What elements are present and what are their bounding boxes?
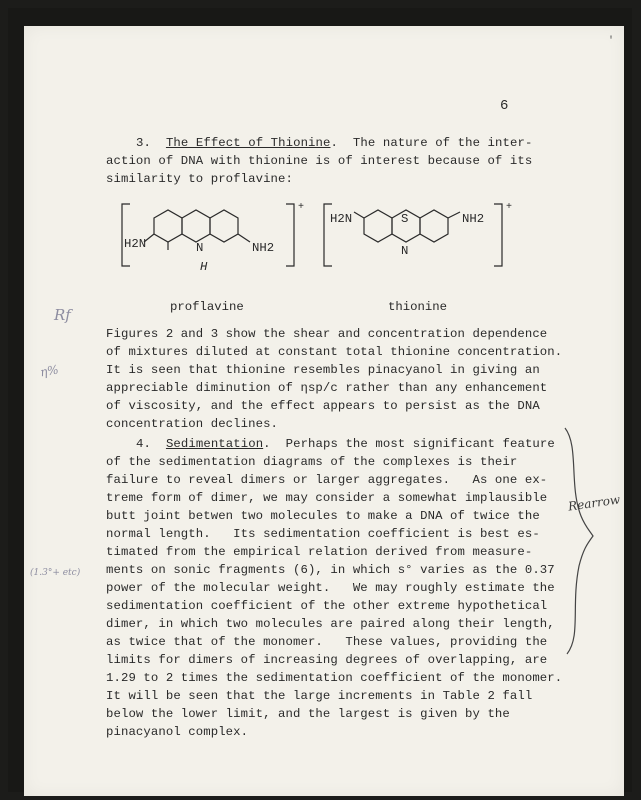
section4-first-line: [136, 436, 555, 454]
right-margin-note: Rearrow: [567, 492, 621, 514]
document-page: [24, 26, 624, 796]
thionine-caption: thionine: [388, 300, 448, 314]
figures-line: appreciable diminution of ηsp/c rather than any enhancement: [106, 381, 548, 395]
section4-line: ments on sonic fragments (6), in which s° varies as the 0.37: [106, 563, 555, 577]
section3-line: similarity to proflavine:: [106, 172, 293, 186]
figures-line: of mixtures diluted at constant total thionine concentration.: [106, 345, 563, 359]
thionine-left-label: H2N: [330, 212, 353, 226]
section3-first-line-rest: . The nature of the inter-: [330, 136, 533, 150]
section4-line: timated from the empirical relation derived from measure-: [106, 545, 533, 559]
section3-line: action of DNA with thionine is of interest because of its: [106, 154, 533, 168]
section4-line: as twice that of the monomer. These values, providing the: [106, 635, 548, 649]
section4-line: pinacyanol complex.: [106, 725, 249, 739]
section4-line: limits for dimers of increasing degrees of overlapping, are: [106, 653, 548, 667]
left-margin-note-2: η%: [38, 362, 60, 380]
proflavine-caption: proflavine: [170, 300, 244, 314]
figures-line: of viscosity, and the effect appears to persist as the DNA: [106, 399, 540, 413]
left-margin-note-1: Rf: [54, 306, 71, 324]
thionine-s: S: [401, 212, 409, 226]
proflavine-n: N: [196, 241, 204, 255]
section4-line: dimer, in which two molecules are paired along their length,: [106, 617, 555, 631]
proflavine-right-label: NH2: [252, 241, 275, 255]
section4-heading: Sedimentation: [165, 437, 264, 451]
section4-line: power of the molecular weight. We may roughly estimate the: [106, 581, 555, 595]
section3-number: 3.: [136, 136, 151, 150]
section4-line: of the sedimentation diagrams of the complexes is their: [106, 455, 518, 469]
page-number: 6: [500, 98, 509, 114]
section4-line: 1.29 to 2 times the sedimentation coefficient of the monomer.: [106, 671, 563, 685]
section4-line: treme form of dimer, we may consider a somewhat implausible: [106, 491, 548, 505]
section4-line: below the lower limit, and the largest is given by the: [106, 707, 510, 721]
section4-number: 4.: [136, 437, 151, 451]
margin-brace: [559, 426, 624, 656]
thionine-charge: +: [506, 202, 513, 213]
proflavine-left-label: H2N: [124, 237, 147, 251]
section3-heading: The Effect of Thionine: [165, 136, 331, 150]
thionine-right-label: NH2: [462, 212, 485, 226]
section4-line: It will be seen that the large increments in Table 2 fall: [106, 689, 533, 703]
scanner-frame: [8, 8, 632, 792]
section4-line: failure to reveal dimers or larger aggregates. As one ex-: [106, 473, 548, 487]
section4-line: normal length. Its sedimentation coefficient is best es-: [106, 527, 540, 541]
section4-line: butt joint betwen two molecules to make a DNA of twice the: [106, 509, 540, 523]
proflavine-left-group: [124, 237, 146, 251]
figures-line: concentration declines.: [106, 417, 279, 431]
proflavine-h: H: [200, 260, 208, 274]
left-margin-note-3: (1.3°+ etc): [30, 568, 81, 578]
corner-mark: ': [607, 36, 614, 47]
figures-line: Figures 2 and 3 show the shear and concentration dependence: [106, 327, 548, 341]
thionine-n: N: [401, 244, 409, 258]
figures-line: It is seen that thionine resembles pinacyanol in giving an: [106, 363, 540, 377]
section3-first-line: [136, 135, 532, 153]
section4-first-line-rest: . Perhaps the most significant feature: [263, 437, 555, 451]
section4-line: sedimentation coefficient of the other extreme hypothetical: [106, 599, 548, 613]
proflavine-charge: +: [298, 202, 305, 213]
